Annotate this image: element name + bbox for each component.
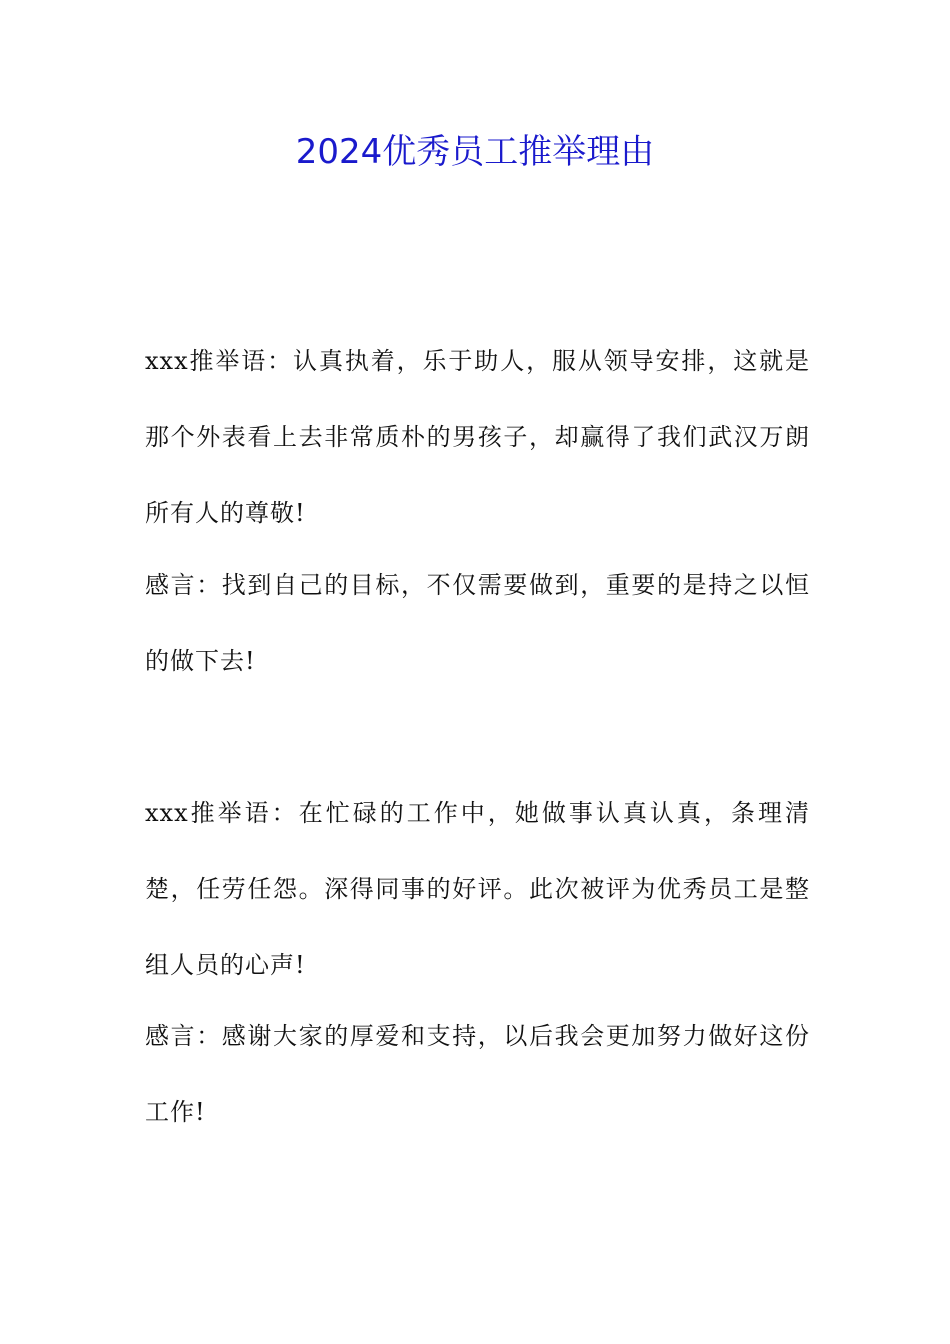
acceptance-speech-paragraph-1: 感言：找到自己的目标，不仅需要做到，重要的是持之以恒的做下去! [145, 571, 810, 675]
document-title: 2024优秀员工推举理由 [295, 132, 655, 172]
acceptance-speech-paragraph-2: 感言：感谢大家的厚爱和支持，以后我会更加努力做好这份工作! [145, 1022, 810, 1126]
recommendation-paragraph-2: xxx推举语：在忙碌的工作中，她做事认真认真，条理清楚，任劳任怨。深得同事的好评。此次被评为优秀员工是整组人员的心声! [145, 799, 810, 979]
recommendation-paragraph-1: xxx推举语：认真执着，乐于助人，服从领导安排，这就是那个外表看上去非常质朴的男孩子，却赢得了我们武汉万朗所有人的尊敬! [145, 347, 810, 527]
